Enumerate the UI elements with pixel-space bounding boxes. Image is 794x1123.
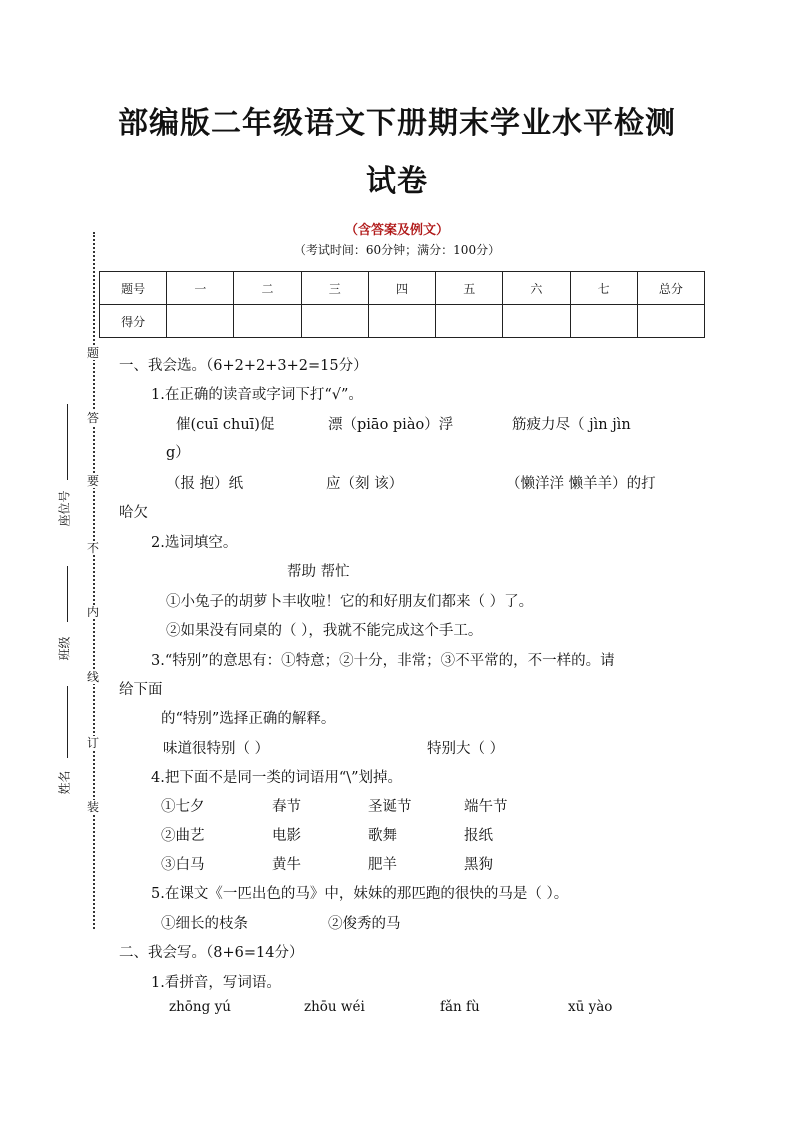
section1-heading: 一、我会选。（6+2+2+3+2=15分） (119, 358, 368, 374)
score-header-cell: 四 (368, 272, 435, 305)
score-cell[interactable] (234, 305, 301, 338)
binding-dotted-line (93, 232, 95, 929)
score-header-cell: 六 (503, 272, 570, 305)
q3-item: 味道很特别（ ） (163, 741, 270, 757)
exam-title-line1: 部编版二年级语文下册期末学业水平检测 (118, 106, 676, 141)
exam-title-line2: 试卷 (366, 164, 428, 199)
binding-char: 题 (87, 346, 100, 360)
q1-item: 催(cuī chuī)促 (176, 417, 275, 433)
score-table-header-row (100, 272, 705, 305)
q5-option: ②俊秀的马 (328, 916, 401, 932)
q4-word: 肥羊 (368, 857, 397, 873)
q4-word: 黄牛 (272, 857, 301, 873)
q1-item: （报 抱）纸 (166, 476, 244, 492)
q4-word: 报纸 (464, 828, 493, 844)
score-cell[interactable] (368, 305, 435, 338)
q3-prompt-cont: 的“特别”选择正确的解释。 (161, 711, 336, 727)
pinyin-prompt: fǎn fù (440, 999, 480, 1015)
q5-option: ①细长的枝条 (161, 916, 248, 932)
q1-item: 筋疲力尽（ jìn jìn (512, 417, 631, 433)
binding-char: 内 (87, 605, 100, 619)
q4-word: 黑狗 (464, 857, 493, 873)
score-header-cell: 总分 (637, 272, 704, 305)
binding-char: 线 (87, 670, 100, 684)
score-cell[interactable] (436, 305, 503, 338)
score-header-cell: 五 (436, 272, 503, 305)
score-cell[interactable] (167, 305, 234, 338)
binding-char: 要 (87, 474, 100, 488)
q2-word-options: 帮助 帮忙 (287, 564, 350, 580)
q1-item: （懒洋洋 懒羊羊）的打 (506, 476, 656, 492)
binding-char: 订 (87, 736, 100, 750)
q4-prompt: 4.把下面不是同一类的词语用“\”划掉。 (151, 770, 403, 786)
q2-sentence: ①小兔子的胡萝卜丰收啦！它的和好朋友们都来（ ）了。 (166, 594, 534, 610)
q1-item-wrap: g） (166, 445, 190, 461)
q2-prompt: 2.选词填空。 (151, 535, 238, 551)
q3-item: 特别大（ ） (427, 741, 505, 757)
q3-prompt-wrap: 给下面 (119, 682, 163, 698)
exam-subtitle: （含答案及例文） (344, 223, 449, 238)
exam-info: （考试时间：60分钟；满分：100分） (293, 243, 501, 257)
q4-word: 端午节 (464, 799, 508, 815)
binding-char: 装 (87, 800, 100, 814)
q1-item: 漂（piāo piào）浮 (328, 417, 454, 433)
pinyin-prompt: zhōu wéi (304, 999, 365, 1015)
score-table (99, 271, 705, 338)
score-header-cell: 二 (234, 272, 301, 305)
seat-number-label: 座位号 (57, 490, 72, 527)
q4-word: 圣诞节 (368, 799, 412, 815)
score-header-cell: 题号 (100, 272, 167, 305)
score-cell[interactable] (503, 305, 570, 338)
score-cell[interactable] (637, 305, 704, 338)
score-header-cell: 三 (301, 272, 368, 305)
q1-item-wrap: 哈欠 (119, 505, 148, 521)
seat-number-line (67, 404, 68, 480)
binding-char: 答 (87, 411, 100, 425)
q4-word: 电影 (272, 828, 301, 844)
pinyin-prompt: xū yào (568, 999, 613, 1015)
score-header-cell: 一 (167, 272, 234, 305)
name-label: 姓名 (57, 770, 72, 795)
q4-word: 春节 (272, 799, 301, 815)
binding-char: 不 (87, 541, 100, 555)
s2-q1-prompt: 1.看拼音，写词语。 (151, 975, 281, 991)
class-line (67, 566, 68, 622)
section2-heading: 二、我会写。（8+6=14分） (119, 945, 304, 961)
name-line (67, 686, 68, 758)
score-row-label: 得分 (100, 305, 167, 338)
q3-prompt: 3.“特别”的意思有：①特意；②十分，非常；③不平常的，不一样的。请 (151, 653, 615, 669)
class-label: 班级 (57, 636, 72, 661)
score-header-cell: 七 (570, 272, 637, 305)
q4-word: ③白马 (161, 857, 205, 873)
score-cell[interactable] (301, 305, 368, 338)
q1-prompt: 1.在正确的读音或字词下打“√”。 (151, 387, 363, 403)
score-cell[interactable] (570, 305, 637, 338)
pinyin-prompt: zhōng yú (169, 999, 231, 1015)
q4-word: ①七夕 (161, 799, 205, 815)
q5-prompt: 5.在课文《一匹出色的马》中，妹妹的那匹跑的很快的马是（ ）。 (151, 886, 569, 902)
q2-sentence: ②如果没有同桌的（ ），我就不能完成这个手工。 (166, 623, 483, 639)
score-table-score-row (100, 305, 705, 338)
q4-word: 歌舞 (368, 828, 397, 844)
q4-word: ②曲艺 (161, 828, 205, 844)
q1-item: 应（刻 该） (326, 476, 404, 492)
